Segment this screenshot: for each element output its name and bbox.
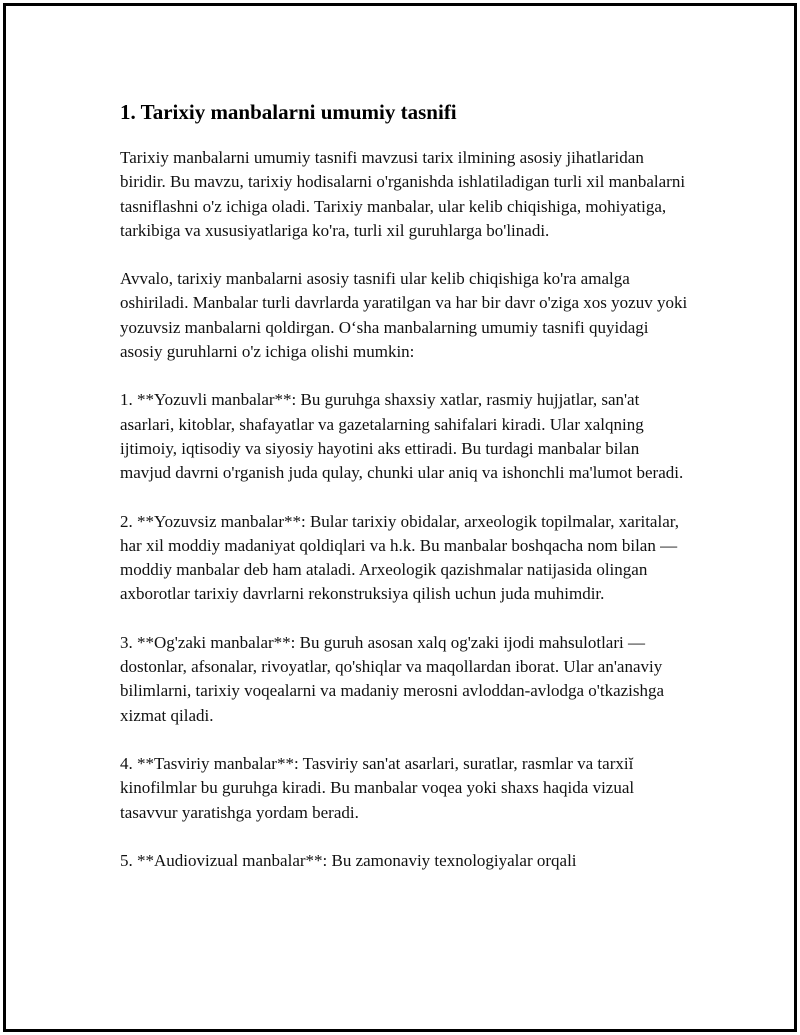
paragraph-visual-sources: 4. **Tasviriy manbalar**: Tasviriy san'at asarlari, suratlar, rasmlar va tarxiĭ kinofilmlar bu guruhga kiradi. Bu manbalar voqea yoki shaxs haqida vizual tasavvur yaratishga yordam beradi. (120, 753, 635, 822)
paragraph-unwritten-sources: 2. **Yozuvsiz manbalar**: Bular tarixiy obidalar, arxeologik topilmalar, xaritalar, har xil moddiy madaniyat qoldiqlari va h.k. Bu manbalar boshqacha nom bilan — moddiy manbalar deb ham ataladi. Arxeologik qazishmalar natijasida olingan axborotlar tarixiy davrlarni rekonstruksiya qilish uchun juda muhimdir. (120, 511, 679, 604)
paragraph-audiovisual-sources: 5. **Audiovizual manbalar**: Bu zamonaviy texnologiyalar orqali (120, 850, 577, 870)
document-page (3, 3, 797, 1032)
paragraph-oral-sources: 3. **Og'zaki manbalar**: Bu guruh asosan xalq og'zaki ijodi mahsulotlari — dostonlar, afsonalar, rivoyatlar, qo'shiqlar va maqollardan iborat. Ular an'anaviy bilimlarni, tarixiy voqealarni va madaniy merosni avloddan-avlodga o'tkazishga xizmat qiladi. (120, 632, 665, 725)
document-body (120, 98, 690, 873)
paragraph-classification: Avvalo, tarixiy manbalarni asosiy tasnifi ular kelib chiqishiga ko'ra amalga oshiriladi. Manbalar turli davrlarda yaratilgan va har bir davr o'ziga xos yozuv yoki yozuvsiz manbalarni qoldirgan. O‘sha manbalarning umumiy tasnifi quyidagi asosiy guruhlarni o'z ichiga olishi mumkin: (120, 269, 688, 362)
paragraph-intro: Tarixiy manbalarni umumiy tasnifi mavzusi tarix ilmining asosiy jihatlaridan biridir. Bu mavzu, tarixiy hodisalarni o'rganishda ishlatiladigan turli xil manbalarni tasniflashni o'z ichiga oladi. Tarixiy manbalar, ular kelib chiqishiga, mohiyatiga, tarkibiga va xususiyatlariga ko'ra, turli xil guruhlarga bo'linadi. (120, 148, 686, 240)
document-title: 1. Tarixiy manbalarni umumiy tasnifi (120, 100, 457, 124)
paragraph-written-sources: 1. **Yozuvli manbalar**: Bu guruhga shaxsiy xatlar, rasmiy hujjatlar, san'at asarlari, kitoblar, shafayatlar va gazetalarning sahifalari kiradi. Ular xalqning ijtimoiy, iqtisodiy va siyosiy hayotini aks ettiradi. Bu turdagi manbalar bilan mavjud davrni o'rganish juda qulay, chunki ular aniq va ishonchli ma'lumot beradi. (120, 390, 684, 483)
